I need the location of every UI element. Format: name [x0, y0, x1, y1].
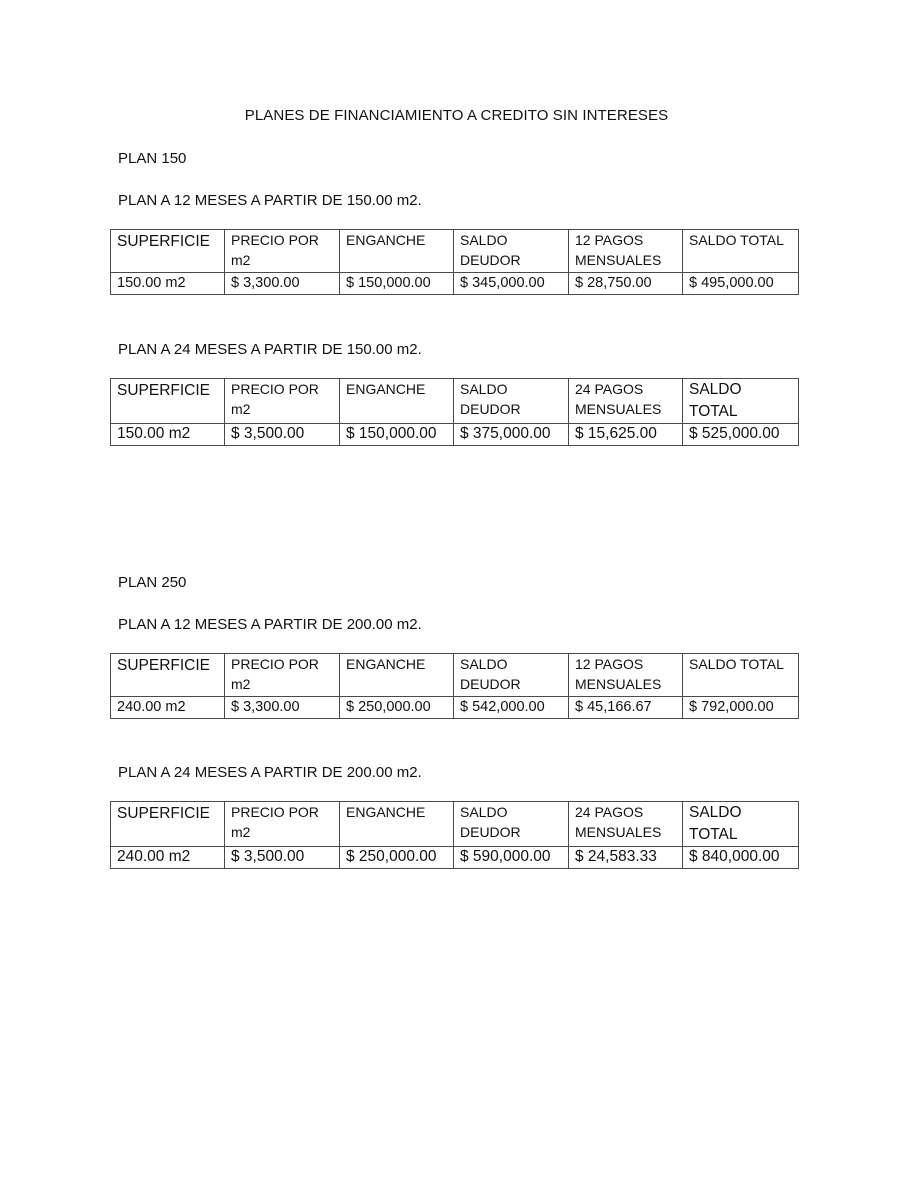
- column-header: 12 PAGOS MENSUALES: [569, 654, 683, 697]
- table-row: [111, 847, 799, 869]
- table-cell: $ 542,000.00: [454, 697, 569, 719]
- column-header: PRECIO POR m2: [225, 802, 340, 847]
- plan-subtitle: PLAN A 24 MESES A PARTIR DE 150.00 m2.: [118, 341, 422, 358]
- column-header: SALDO TOTAL: [683, 230, 799, 273]
- column-header: 24 PAGOS MENSUALES: [569, 802, 683, 847]
- column-header: PRECIO POR m2: [225, 654, 340, 697]
- table-cell: $ 150,000.00: [340, 424, 454, 446]
- plan-table-250-12: [110, 653, 799, 719]
- column-header: SUPERFICIE: [111, 379, 225, 424]
- plan-table-250-24: [110, 801, 799, 869]
- document-title: PLANES DE FINANCIAMIENTO A CREDITO SIN INTERESES: [244, 107, 669, 124]
- column-header: SALDO TOTAL: [683, 654, 799, 697]
- table-cell: $ 150,000.00: [340, 273, 454, 295]
- column-header: 12 PAGOS MENSUALES: [569, 230, 683, 273]
- table-cell: 240.00 m2: [111, 697, 225, 719]
- column-header: SALDO TOTAL: [683, 379, 799, 424]
- column-header: SUPERFICIE: [111, 802, 225, 847]
- table-cell: 150.00 m2: [111, 424, 225, 446]
- table-cell: 150.00 m2: [111, 273, 225, 295]
- table-row: [111, 697, 799, 719]
- column-header: SALDO DEUDOR: [454, 654, 569, 697]
- table-cell: $ 525,000.00: [683, 424, 799, 446]
- table-cell: $ 345,000.00: [454, 273, 569, 295]
- table-cell: $ 24,583.33: [569, 847, 683, 869]
- table-cell: $ 495,000.00: [683, 273, 799, 295]
- column-header: 24 PAGOS MENSUALES: [569, 379, 683, 424]
- column-header: PRECIO POR m2: [225, 379, 340, 424]
- table-header-row: [111, 230, 799, 273]
- column-header: ENGANCHE: [340, 230, 454, 273]
- plan-subtitle: PLAN A 24 MESES A PARTIR DE 200.00 m2.: [118, 764, 422, 781]
- table-cell: $ 250,000.00: [340, 697, 454, 719]
- table-header-row: [111, 379, 799, 424]
- column-header: SALDO DEUDOR: [454, 802, 569, 847]
- column-header: PRECIO POR m2: [225, 230, 340, 273]
- table-cell: $ 250,000.00: [340, 847, 454, 869]
- table-cell: $ 3,300.00: [225, 697, 340, 719]
- plan-table-150-24: [110, 378, 799, 446]
- plan-subtitle: PLAN A 12 MESES A PARTIR DE 150.00 m2.: [118, 192, 422, 209]
- column-header: SUPERFICIE: [111, 654, 225, 697]
- table-header-row: [111, 654, 799, 697]
- plan-subtitle: PLAN A 12 MESES A PARTIR DE 200.00 m2.: [118, 616, 422, 633]
- plan-heading-150: PLAN 150: [118, 150, 187, 167]
- table-cell: $ 792,000.00: [683, 697, 799, 719]
- column-header: ENGANCHE: [340, 802, 454, 847]
- table-cell: $ 375,000.00: [454, 424, 569, 446]
- column-header: ENGANCHE: [340, 654, 454, 697]
- table-cell: $ 590,000.00: [454, 847, 569, 869]
- table-cell: $ 28,750.00: [569, 273, 683, 295]
- table-header-row: [111, 802, 799, 847]
- column-header: SALDO DEUDOR: [454, 379, 569, 424]
- column-header: SALDO TOTAL: [683, 802, 799, 847]
- table-row: [111, 273, 799, 295]
- plan-table-150-12: [110, 229, 799, 295]
- table-row: [111, 424, 799, 446]
- table-cell: $ 15,625.00: [569, 424, 683, 446]
- table-cell: $ 3,500.00: [225, 847, 340, 869]
- table-cell: $ 3,500.00: [225, 424, 340, 446]
- table-cell: $ 840,000.00: [683, 847, 799, 869]
- table-cell: 240.00 m2: [111, 847, 225, 869]
- column-header: SALDO DEUDOR: [454, 230, 569, 273]
- column-header: ENGANCHE: [340, 379, 454, 424]
- plan-heading-250: PLAN 250: [118, 574, 187, 591]
- table-cell: $ 45,166.67: [569, 697, 683, 719]
- table-cell: $ 3,300.00: [225, 273, 340, 295]
- column-header: SUPERFICIE: [111, 230, 225, 273]
